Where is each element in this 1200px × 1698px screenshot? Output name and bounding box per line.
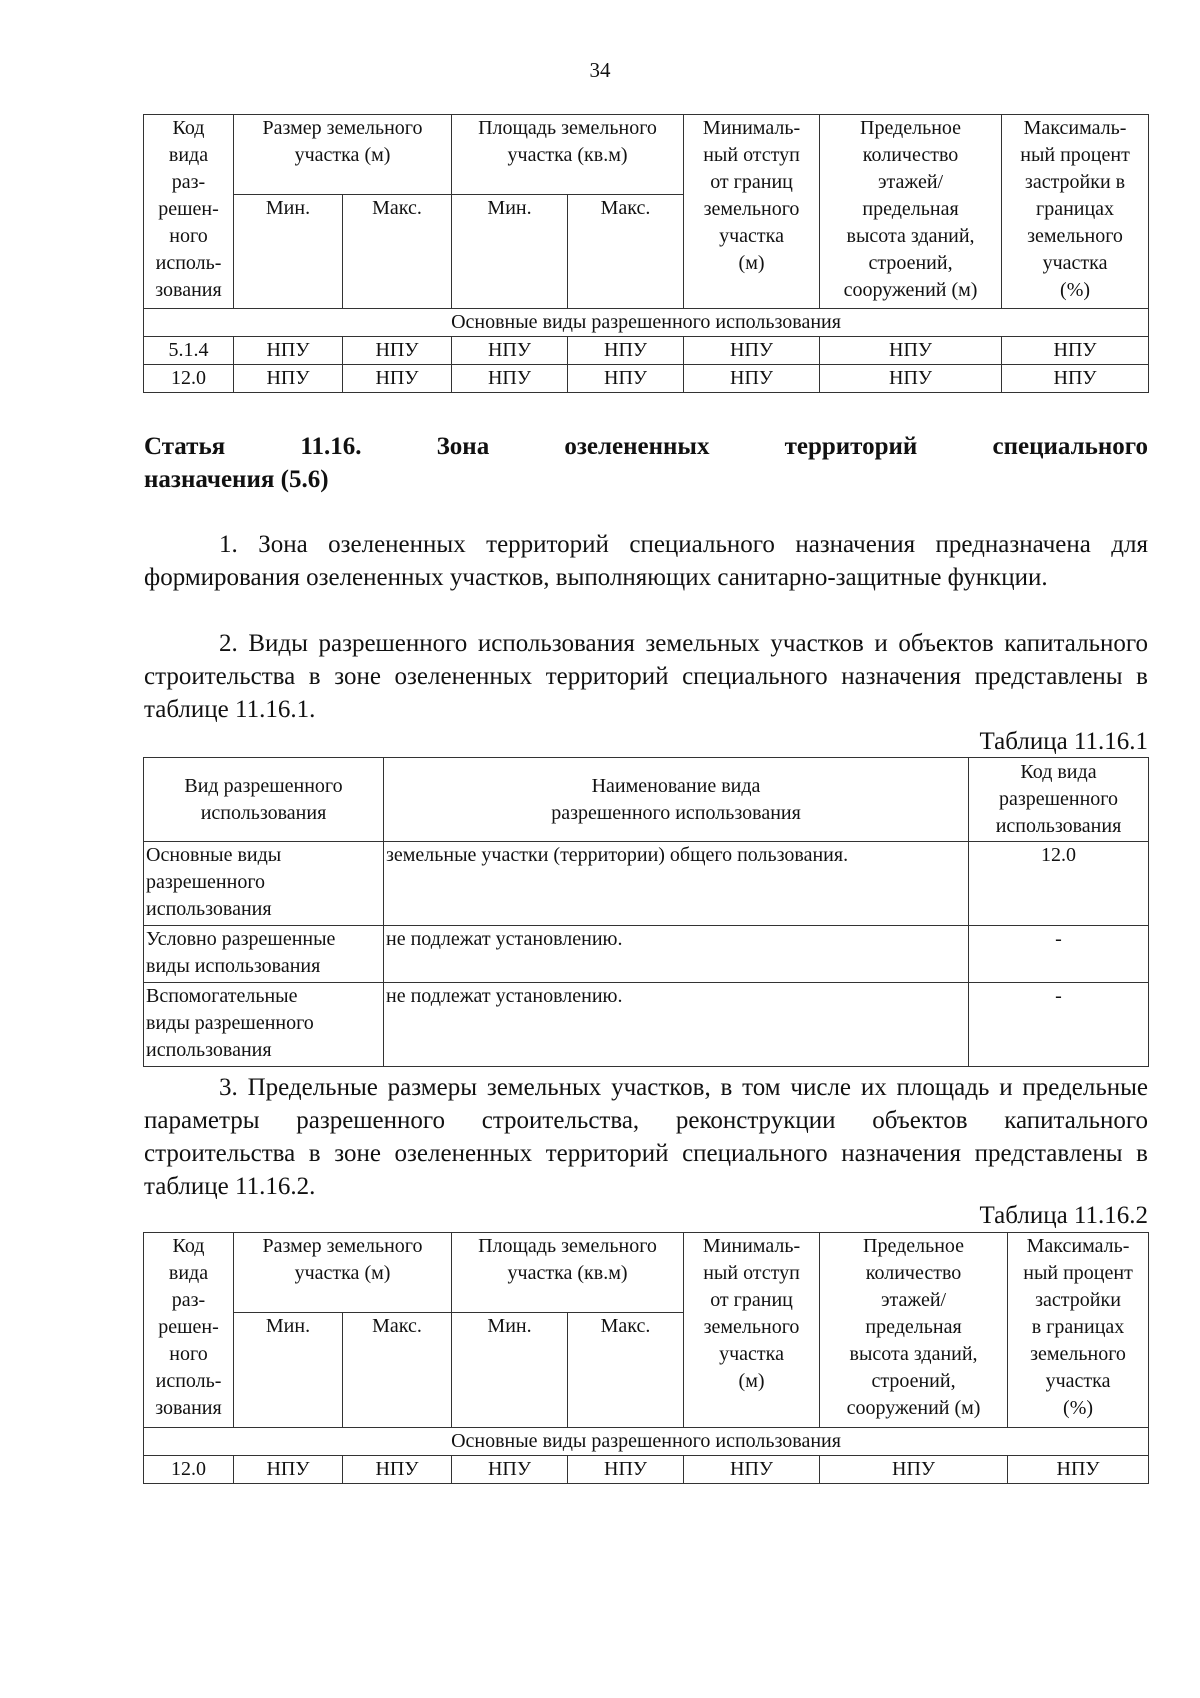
table-row: Вспомогательные виды разрешенного использования не подлежат установлению. - <box>144 983 1149 1067</box>
header-size-max: Макс. <box>343 195 452 309</box>
header-area-max: Макс. <box>568 195 684 309</box>
article-title: Статья 11.16. Зона озелененных территорий специального <box>144 433 1148 460</box>
header-area: Площадь земельного участка (кв.м) <box>452 115 684 195</box>
header-floors: Предельное количество этажей/ предельная высота зданий, строений, сооружений (м) <box>820 115 1002 309</box>
section-row: Основные виды разрешенного использования <box>144 1428 1149 1456</box>
header-size-min: Мин. <box>234 195 343 309</box>
article-title-line2: назначения (5.6) <box>144 466 329 493</box>
params-table-top <box>143 114 1149 393</box>
table-row: Основные виды разрешенного использования земельные участки (территории) общего пользования. 12.0 <box>144 842 1149 926</box>
header-area-min: Мин. <box>452 1313 568 1428</box>
table-row: Условно разрешенные виды использования не подлежат установлению. - <box>144 926 1149 983</box>
header-size-max: Макс. <box>343 1313 452 1428</box>
header-floors: Предельное количество этажей/ предельная высота зданий, строений, сооружений (м) <box>820 1233 1008 1428</box>
header-coverage: Максималь- ный процент застройки в границах земельного участка (%) <box>1002 115 1149 309</box>
header-setback: Минималь- ный отступ от границ земельного участка (м) <box>684 1233 820 1428</box>
header-area-max: Макс. <box>568 1313 684 1428</box>
table-row: 12.0 НПУ НПУ НПУ НПУ НПУ НПУ НПУ <box>144 365 1149 393</box>
table-caption-1: Таблица 11.16.1 <box>979 728 1148 755</box>
page-number: 34 <box>589 58 611 82</box>
header-area: Площадь земельного участка (кв.м) <box>452 1233 684 1313</box>
header-code: Код вида раз- решен- ного исполь- зования <box>144 1233 234 1428</box>
header-coverage: Максималь- ный процент застройки в границах земельного участка (%) <box>1008 1233 1149 1428</box>
header-usage-name: Наименование вида разрешенного использования <box>384 758 969 842</box>
table-caption-2: Таблица 11.16.2 <box>979 1202 1148 1229</box>
paragraph-1: 1. Зона озелененных территорий специального назначения предназначена для формирования озелененных участков, выполняющих санитарно-защитные функции. <box>144 531 1148 591</box>
zones-usage-table <box>143 757 1149 1067</box>
header-size-min: Мин. <box>234 1313 343 1428</box>
header-size: Размер земельного участка (м) <box>234 115 452 195</box>
paragraph-2: 2. Виды разрешенного использования земельных участков и объектов капитального строительства в зоне озелененных территорий специального назначения представлены в таблице 11.16.1. <box>144 630 1148 723</box>
header-area-min: Мин. <box>452 195 568 309</box>
params-table-bottom <box>143 1232 1149 1484</box>
header-size: Размер земельного участка (м) <box>234 1233 452 1313</box>
header-usage-code: Код вида разрешенного использования <box>969 758 1149 842</box>
header-setback: Минималь- ный отступ от границ земельного участка (м) <box>684 115 820 309</box>
section-row: Основные виды разрешенного использования <box>144 309 1149 337</box>
header-usage-kind: Вид разрешенного использования <box>144 758 384 842</box>
table-row: 12.0 НПУ НПУ НПУ НПУ НПУ НПУ НПУ <box>144 1456 1149 1484</box>
table-row: 5.1.4 НПУ НПУ НПУ НПУ НПУ НПУ НПУ <box>144 337 1149 365</box>
header-code: Код вида раз- решен- ного исполь- зования <box>144 115 234 309</box>
paragraph-3: 3. Предельные размеры земельных участков, в том числе их площадь и предельные параметры разрешенного строительства, реконструкции объектов капитального строительства в зоне озелененных территорий специального назначения представлены в таблице 11.16.2. <box>144 1074 1148 1200</box>
